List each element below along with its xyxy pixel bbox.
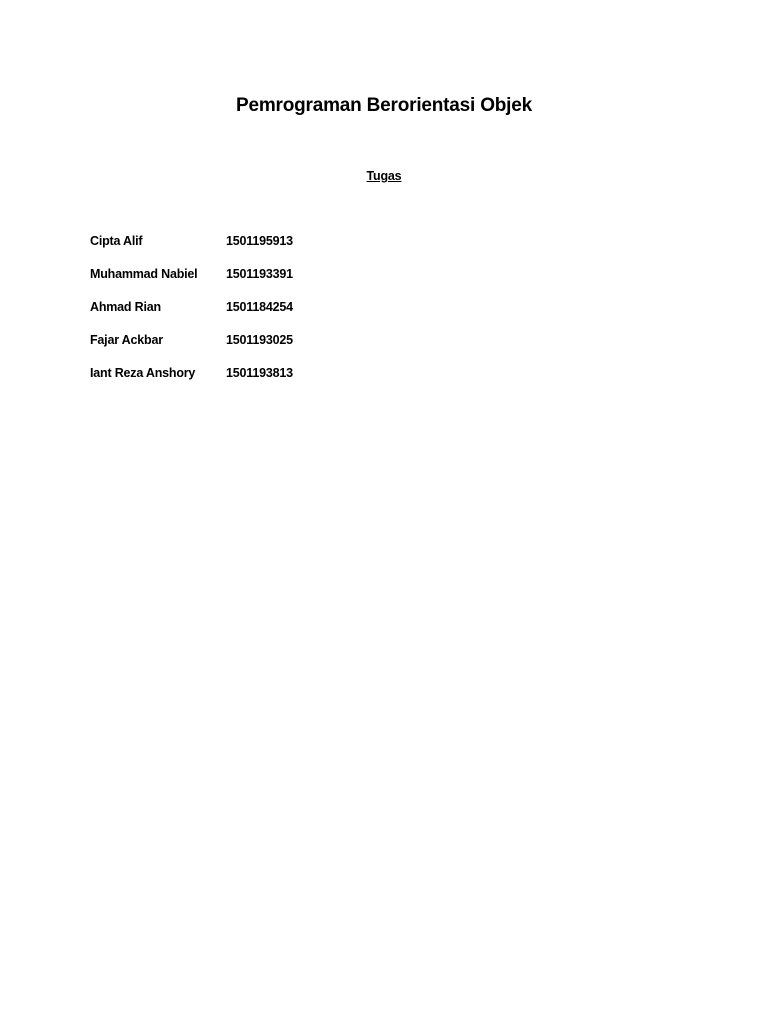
member-id: 1501193391 <box>226 267 293 281</box>
member-id: 1501193025 <box>226 333 293 347</box>
member-name: Fajar Ackbar <box>90 333 163 347</box>
member-id: 1501195913 <box>226 234 293 248</box>
member-name: Cipta Alif <box>90 234 143 248</box>
member-id: 1501184254 <box>226 300 293 314</box>
member-row <box>90 267 390 300</box>
member-row <box>90 366 390 399</box>
member-name: Ahmad Rian <box>90 300 161 314</box>
member-row <box>90 300 390 333</box>
member-name: Muhammad Nabiel <box>90 267 198 281</box>
member-name: Iant Reza Anshory <box>90 366 196 380</box>
member-id: 1501193813 <box>226 366 293 380</box>
member-row <box>90 333 390 366</box>
member-list <box>90 234 390 399</box>
member-row <box>90 234 390 267</box>
document-subtitle: Tugas <box>366 169 402 183</box>
document-title: Pemrograman Berorientasi Objek <box>236 95 532 116</box>
